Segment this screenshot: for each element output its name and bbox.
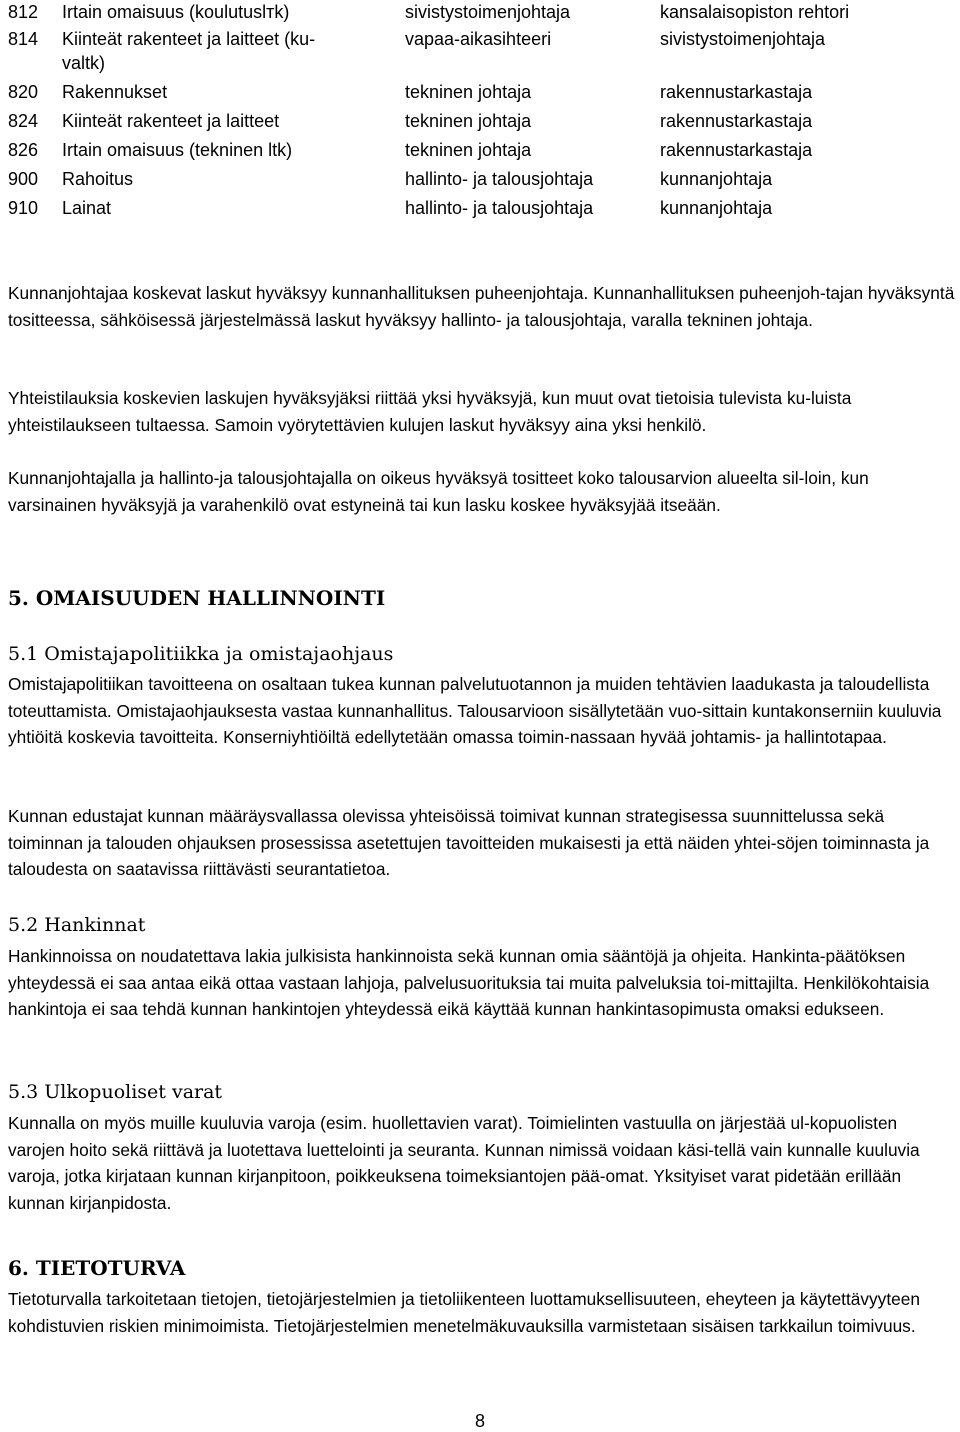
subsection-heading: 5.1 Omistajapolitiikka ja omistajaohjaus: [8, 643, 394, 665]
paragraph-mayor-invoices: Kunnanjohtajaa koskevat laskut hyväksyy kunnanhallituksen puheenjohtaja. Kunnanhallituksen puheenjoh-tajan hyväksyntä tositteessa, sähköisessä järjestelmässä laskut hyväksyy hallinto- ja talousjohtaja, varalla tekninen johtaja.: [8, 283, 955, 330]
section-heading: 5. OMAISUUDEN HALLINNOINTI: [8, 586, 386, 610]
deputy-approver: rakennustarkastaja: [660, 82, 813, 102]
approver: sivistystoimenjohtaja: [405, 2, 571, 22]
account-name: Irtain omaisuus (koulutuslтk): [62, 2, 290, 22]
subsection-heading: 5.3 Ulkopuoliset varat: [8, 1081, 223, 1103]
deputy-approver: rakennustarkastaja: [660, 111, 813, 131]
page-number: 8: [474, 1411, 485, 1431]
deputy-approver: rakennustarkastaja: [660, 140, 813, 160]
account-name: Irtain omaisuus (tekninen ltk): [62, 140, 293, 160]
approver: tekninen johtaja: [405, 82, 532, 102]
approver: hallinto- ja talousjohtaja: [405, 169, 594, 189]
approver: tekninen johtaja: [405, 111, 532, 131]
account-code: 820: [8, 82, 39, 102]
paragraph-joint-orders: Yhteistilauksia koskevien laskujen hyväksyjäksi riittää yksi hyväksyjä, kun muut ovat tietoisia tulevista ku-luista yhteistilaukseen tultaessa. Samoin vyörytettävien kulujen laskut hyväksyy aina yksi henkilö.: [8, 388, 852, 435]
table-row: [0, 196, 960, 225]
approver: hallinto- ja talousjohtaja: [405, 198, 594, 218]
account-code: 812: [8, 2, 39, 22]
deputy-approver: kansalaisopiston rehtori: [660, 2, 850, 22]
paragraph-ownership-policy: Omistajapolitiikan tavoitteena on osaltaan tukea kunnan palvelutuotannon ja muiden tehtävien laadukasta ja taloudellista toteuttamista. Omistajaohjauksesta vastaa kunnanhallitus. Talousarvioon sisällytetään vuo-sittain kuntakonserniin kuuluvia yhtiöitä koskevia tavoitteita. Konserniyhtiöiltä edellytetään omassa toimin-nassaan hyvää johtamis- ja hallintotapaa.: [8, 674, 942, 747]
paragraph-approval-rights: Kunnanjohtajalla ja hallinto-ja talousjohtajalla on oikeus hyväksyä tositteet koko talousarvion alueelta sil-loin, kun varsinainen hyväksyjä ja varahenkilö ovat estyneinä tai kun lasku koskee hyväksyjää itseään.: [8, 468, 869, 515]
account-name: Kiinteät rakenteet ja laitteet: [62, 111, 280, 131]
account-code: 900: [8, 169, 39, 189]
table-row: [0, 109, 960, 138]
deputy-approver: kunnanjohtaja: [660, 169, 773, 189]
account-code: 826: [8, 140, 39, 160]
deputy-approver: kunnanjohtaja: [660, 198, 773, 218]
account-code: 814: [8, 29, 39, 49]
approver: tekninen johtaja: [405, 140, 532, 160]
paragraph-representatives: Kunnan edustajat kunnan määräysvallassa olevissa yhteisöissä toimivat kunnan strategisessa suunnittelussa sekä toiminnan ja talouden ohjauksen prosessissa asetettujen tavoitteiden mukaisesti ja että näiden yhtei-söjen toiminnasta ja taloudesta on saatavissa riittävästi seurantatietoa.: [8, 806, 930, 879]
table-row: [0, 27, 960, 80]
account-code: 910: [8, 198, 39, 218]
paragraph-external-funds: Kunnalla on myös muille kuuluvia varoja (esim. huollettavien varat). Toimielinten vastuulla on järjestää ul-kopuolisten varojen hoito sekä riittävä ja luotettava luettelointi ja seuranta. Kunnan nimissä voidaan käsi-tellä vain kunnalle kuuluvia varoja, jotka kirjataan kunnan kirjanpitoon, poikkeuksena toimeksiantojen pää-omat. Yksityiset varat pidetään erillään kunnan kirjanpidosta.: [8, 1113, 920, 1213]
paragraph-procurement: Hankinnoissa on noudatettava lakia julkisista hankinnoista sekä kunnan omia sääntöjä ja ohjeita. Hankinta-päätöksen yhteydessä ei saa antaa eikä ottaa vastaan lahjoja, palvelusuorituksia tai muita palveluksia toi-mittajilta. Henkilökohtaisia hankintoja ei saa tehdä kunnan hankintojen yhteydessä eikä käyttää kunnan hankintasopimusta omaksi edukseen.: [8, 946, 930, 1019]
table-row: [0, 167, 960, 196]
paragraph-data-security: Tietoturvalla tarkoitetaan tietojen, tietojärjestelmien ja tietoliikenteen luottamuksellisuuteen, eheyteen ja käytettävyyteen kohdistuvien riskien minimoimista. Tietojärjestelmien menetelmäkuvauksilla varmistetaan sisäisen tarkkailun toimivuus.: [8, 1289, 920, 1336]
deputy-approver: sivistystoimenjohtaja: [660, 29, 826, 49]
section-heading: 6. TIETOTURVA: [8, 1256, 186, 1280]
table-row: [0, 80, 960, 109]
account-name: Kiinteät rakenteet ja laitteet (ku- valtk): [62, 29, 316, 73]
account-code: 824: [8, 111, 39, 131]
account-name: Rahoitus: [62, 169, 134, 189]
table-row: [0, 138, 960, 167]
account-name: Lainat: [62, 198, 112, 218]
approver: vapaa-aikasihteeri: [405, 29, 552, 49]
subsection-heading: 5.2 Hankinnat: [8, 914, 146, 936]
account-name: Rakennukset: [62, 82, 168, 102]
